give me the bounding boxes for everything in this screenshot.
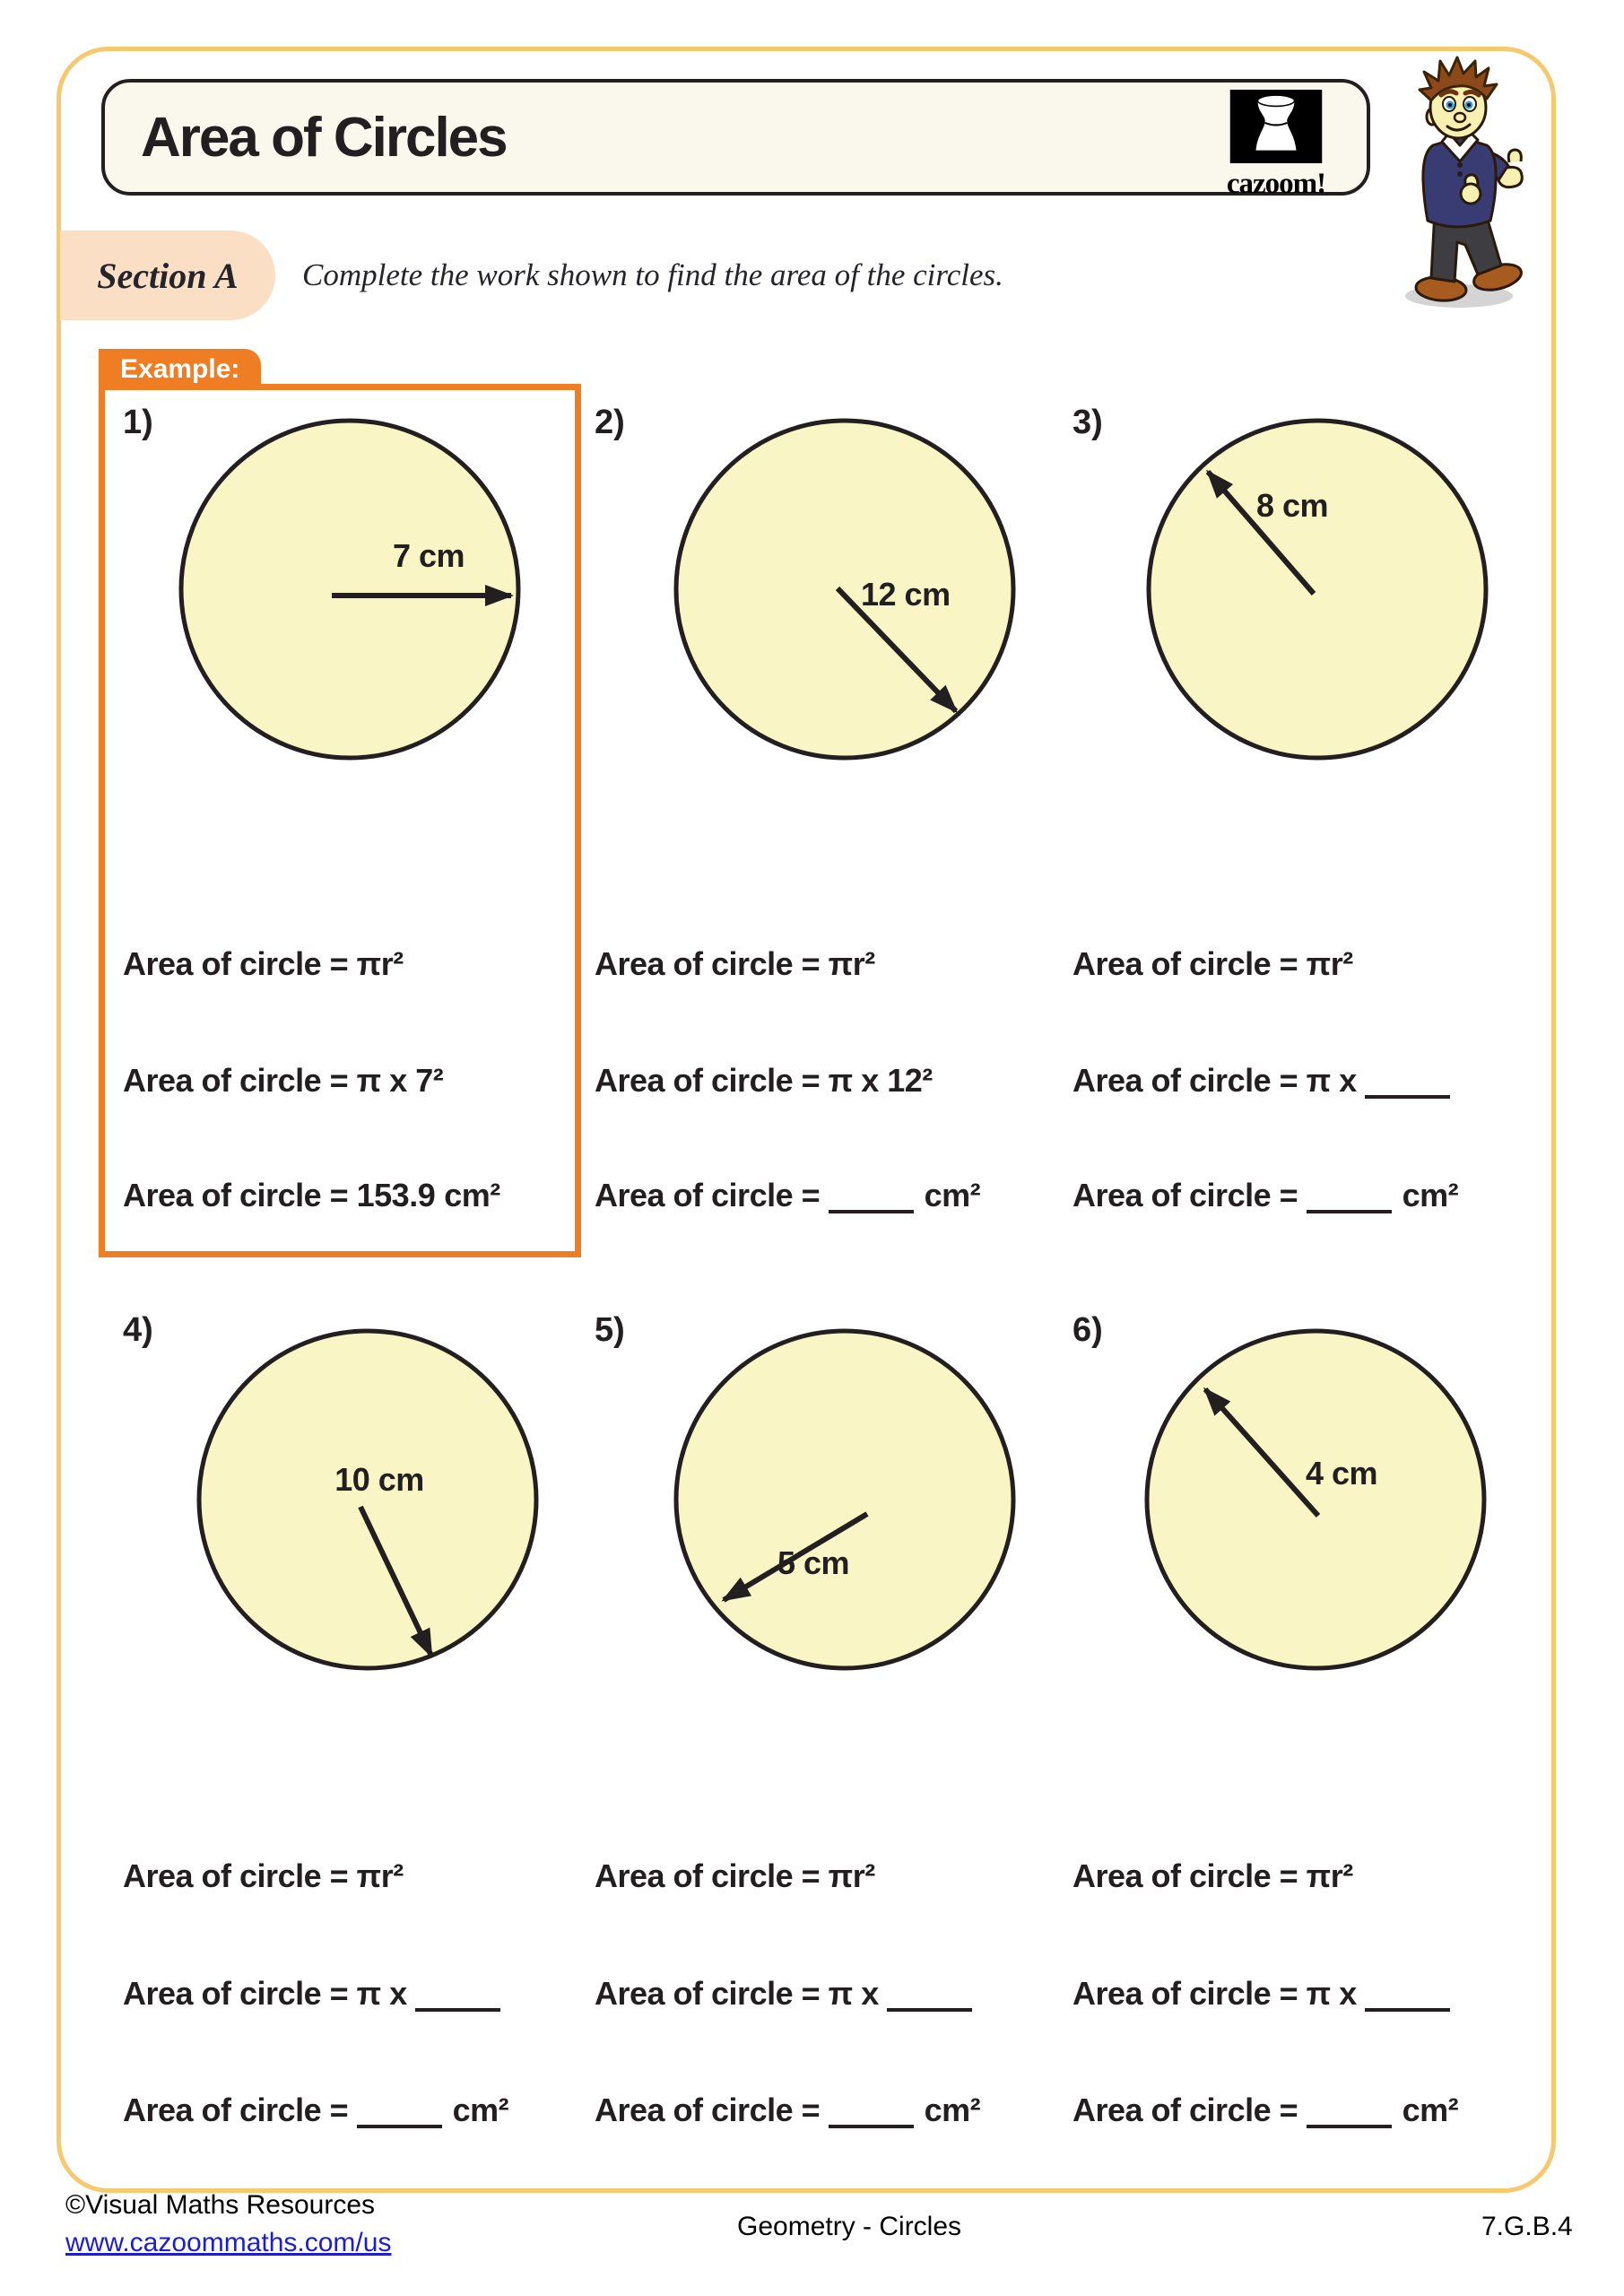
logo-wordmark: cazoom! [1226,168,1326,200]
circle-figure-1 [99,396,565,773]
formula-line [1073,944,1353,984]
formula-line [123,1176,500,1215]
formula-line [123,2091,508,2130]
answer-blank [887,2001,972,2012]
formula-value: 153.9 [356,1177,436,1213]
formula-text: Area of circle = [1073,2092,1307,2128]
footer-standard-code: 7.G.B.4 [1481,2212,1573,2241]
answer-blank [415,2001,500,2012]
formula-text: Area of circle = πr² [123,1857,404,1894]
formula-text: Area of circle = [123,1177,357,1213]
formula-text: Area of circle = πr² [595,1857,875,1894]
answer-blank [1365,1088,1450,1099]
formula-line [123,1974,500,2013]
formula-text: Area of circle = π x [1073,1062,1366,1099]
formula-line [1073,1176,1458,1215]
radius-label: 8 cm [1256,487,1329,524]
circle-figure-4 [117,1307,583,1683]
formula-text: Area of circle = [595,2092,829,2128]
formula-text: Area of circle = πr² [123,945,404,982]
formula-line [1073,1857,1353,1896]
formula-unit: cm² [452,2092,509,2128]
problem-number: 5) [595,1311,625,1349]
formula-line [1073,1974,1450,2013]
answer-blank [829,1203,914,1213]
formula-value: 7² [415,1062,444,1099]
formula-text: Area of circle = π x [595,1975,888,2012]
formula-line [595,1061,933,1100]
problem-number: 6) [1073,1311,1103,1349]
footer-copyright: ©Visual Maths Resources [65,2190,376,2220]
section-a-instruction: Complete the work shown to find the area of the circles. [302,257,1003,292]
section-a-pill [60,230,275,320]
radius-label: 10 cm [334,1461,424,1498]
formula-line [595,1176,980,1215]
formula-text: Area of circle = πr² [595,945,875,982]
formula-line [123,1061,443,1100]
formula-line [123,1857,404,1896]
formula-text: Area of circle = πr² [1073,945,1353,982]
problem-number: 4) [123,1311,153,1349]
formula-line [1073,2091,1458,2130]
formula-text: Area of circle = [1073,1177,1307,1213]
answer-blank [1307,1203,1392,1213]
formula-text: Area of circle = π x [595,1062,888,1099]
answer-blank [1365,2001,1450,2012]
footer-topic-label: Geometry - Circles [737,2212,962,2241]
formula-text: Area of circle = π x [123,1975,416,2012]
answer-blank [829,2118,914,2128]
circle-figure-6 [1064,1307,1531,1683]
formula-line [595,944,875,984]
example-label-tab: Example: [99,349,261,390]
problem-number: 2) [595,404,625,441]
problem-number: 3) [1073,404,1103,441]
radius-label: 12 cm [861,576,951,613]
formula-text: Area of circle = πr² [1073,1857,1353,1894]
answer-blank [357,2118,442,2128]
footer-url-link[interactable]: www.cazoommaths.com/us [65,2228,392,2257]
formula-line [595,2091,980,2130]
circle-figure-5 [594,1307,1060,1683]
formula-line [1073,1061,1450,1100]
formula-text: Area of circle = [595,1177,829,1213]
formula-text: Area of circle = π x [1073,1975,1366,2012]
mascot-boy-illustration [1392,45,1531,309]
formula-value: 12² [887,1062,933,1099]
radius-label: 7 cm [392,537,465,574]
problem-number: 1) [123,404,153,441]
formula-text: Area of circle = [123,2092,357,2128]
formula-line [595,1974,972,2013]
radius-label: 5 cm [777,1544,850,1581]
section-a-label: Section A [97,255,239,296]
title-bar [101,79,1370,200]
cazoom-logo [1209,90,1343,201]
formula-line [595,1857,875,1896]
djembe-drum-icon [1229,90,1323,163]
page-title: Area of Circles [141,106,507,169]
formula-line [123,944,404,984]
circle-figure-2 [594,396,1060,773]
formula-unit: cm² [924,2092,981,2128]
formula-unit: cm² [444,1177,500,1213]
radius-label: 4 cm [1305,1455,1378,1492]
circle-figure-3 [1066,396,1533,773]
formula-text: Area of circle = π x [123,1062,416,1099]
formula-unit: cm² [1402,1177,1459,1213]
answer-blank [1307,2118,1392,2128]
formula-unit: cm² [1402,2092,1459,2128]
formula-unit: cm² [924,1177,981,1213]
